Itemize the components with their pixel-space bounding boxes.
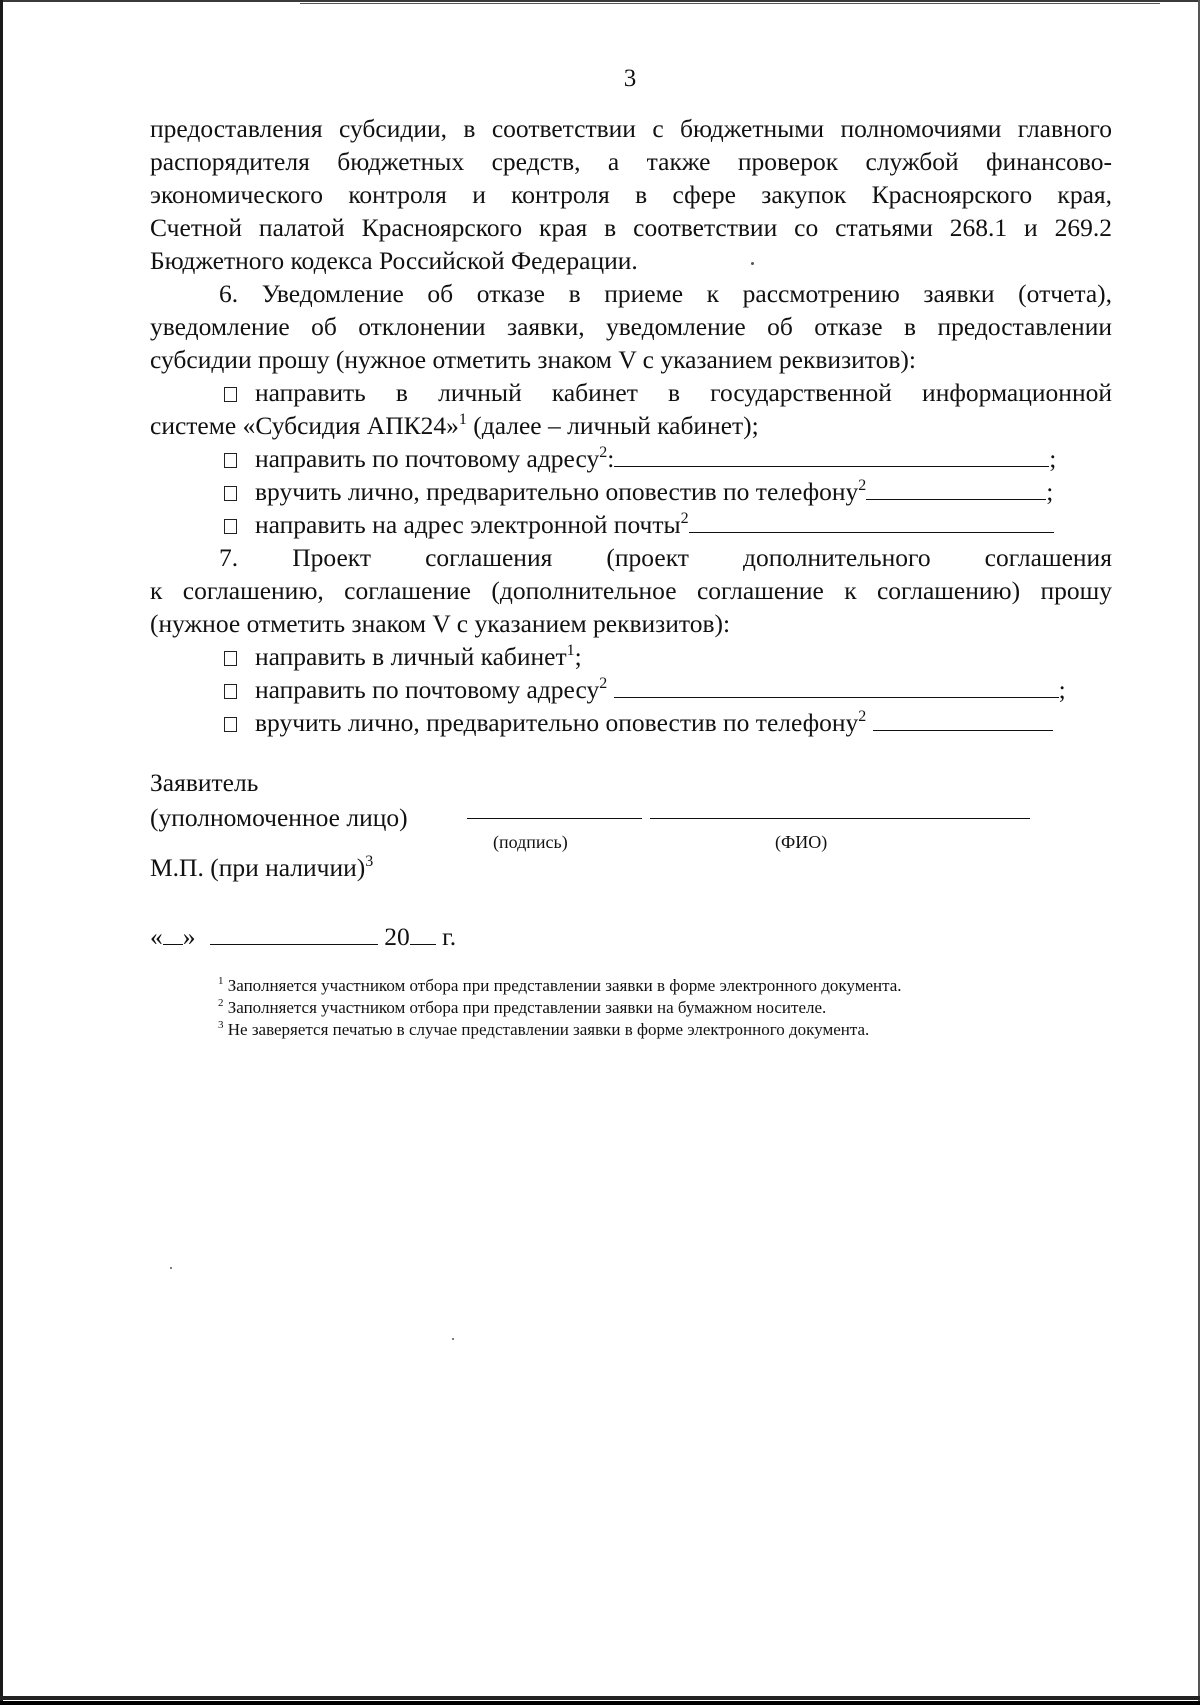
option-label: вручить лично, предварительно оповестив по телефону (255, 477, 859, 506)
checkbox[interactable] (224, 453, 237, 468)
footnote-ref: 2 (858, 477, 867, 494)
footnote-text: Заполняется участником отбора при представлении заявки в форме электронного документа. (227, 976, 902, 995)
option-label: ; (574, 642, 582, 671)
scan-edge-bottom-outer (0, 1701, 1200, 1705)
section7-word: соглашения (425, 543, 553, 572)
option-label: : (607, 444, 615, 473)
footnote-ref: 1 (458, 411, 467, 428)
section7-intro-line: к соглашению, соглашение (дополнительное соглашение к соглашению) прошу (150, 576, 1112, 605)
email-field[interactable] (689, 510, 1054, 533)
checkbox[interactable] (224, 519, 237, 534)
section6-intro-line: 6. Уведомление об отказе в приеме к рассмотрению заявки (отчета), (219, 279, 1112, 308)
footnote-ref: 3 (365, 853, 374, 870)
applicant-label: Заявитель (150, 768, 259, 797)
section7-word: Проект (292, 543, 371, 572)
scan-edge-bottom (0, 1696, 1200, 1700)
document-body (150, 112, 1112, 739)
option-label: (далее – личный кабинет); (466, 411, 759, 440)
section6-intro-line: субсидии прошу (нужное отметить знаком V с указанием реквизитов): (150, 345, 916, 374)
section6-option-personal-account (150, 376, 1112, 409)
section6-intro-line: уведомление об отклонении заявки, уведомление об отказе в предоставлении (150, 312, 1112, 341)
paragraph5-line: экономического контроля и контроля в сфере закупок Красноярского края, (150, 180, 1112, 209)
checkbox[interactable] (224, 486, 237, 501)
footnote-ref: 2 (680, 510, 689, 527)
scan-edge-left (0, 0, 3, 1705)
stamp-label (150, 853, 373, 883)
footnote (218, 975, 902, 997)
section7-option-in-person (150, 706, 1112, 739)
scan-edge-top-inner (300, 3, 1160, 4)
paragraph5-line: распорядителя бюджетных средств, а также проверок службой финансово- (150, 147, 1112, 176)
authorized-person-label: (уполномоченное лицо) (150, 803, 408, 832)
footnote-ref: 2 (599, 675, 608, 692)
signature-caption: (подпись) (493, 832, 568, 852)
footnote (218, 997, 902, 1019)
option-label: направить в личный кабинет в государственной информационной (255, 378, 1112, 407)
section6-option-in-person (150, 475, 1112, 508)
option-label: направить по почтовому адресу (255, 444, 600, 473)
section7-option-personal-account (150, 640, 1112, 673)
paragraph5-line: Бюджетного кодекса Российской Федерации. (150, 246, 638, 275)
semicolon: ; (1049, 444, 1057, 473)
section6-option-email (150, 508, 1112, 541)
option-label: направить в личный кабинет (255, 642, 567, 671)
section7-word: соглашения (984, 543, 1112, 572)
quote-open: « (150, 922, 163, 951)
section7-intro-line (150, 541, 1112, 574)
footnote-num: 2 (218, 997, 224, 1009)
section7-word: (проект (606, 543, 689, 572)
footnote-ref: 2 (599, 444, 608, 461)
date-line (150, 920, 456, 952)
section7-option-postal (150, 673, 1112, 706)
checkbox[interactable] (224, 684, 237, 699)
checkbox[interactable] (224, 387, 237, 402)
scan-edge-top (0, 0, 1200, 2)
footnote-text: Заполняется участником отбора при представлении заявки на бумажном носителе. (227, 998, 827, 1017)
footnote-num: 1 (218, 975, 224, 987)
day-field[interactable] (163, 920, 183, 945)
footnote-text: Не заверяется печатью в случае представлении заявки в форме электронного документа. (227, 1020, 870, 1039)
section6-option-postal (150, 442, 1112, 475)
section7-intro-line: (нужное отметить знаком V с указанием реквизитов): (150, 609, 731, 638)
full-name-caption: (ФИО) (775, 832, 828, 852)
footnote-ref: 2 (858, 708, 867, 725)
footnote (218, 1019, 902, 1041)
footnotes (218, 975, 902, 1041)
postal-address-field[interactable] (614, 444, 1049, 467)
stamp-text: М.П. (при наличии) (150, 853, 366, 882)
month-field[interactable] (210, 920, 378, 945)
option-label: направить на адрес электронной почты (255, 510, 681, 539)
year-field[interactable] (410, 920, 436, 945)
footnote-num: 3 (218, 1019, 224, 1031)
phone-field[interactable] (873, 708, 1053, 731)
scan-speck (170, 1267, 172, 1269)
option-label: вручить лично, предварительно оповестив по телефону (255, 708, 859, 737)
section6-option-personal-account-cont (150, 409, 1112, 442)
postal-address-field[interactable] (614, 675, 1059, 698)
phone-field[interactable] (866, 477, 1046, 500)
full-name-field[interactable] (650, 818, 1030, 819)
page-number: 3 (623, 65, 637, 92)
paragraph5-line: предоставления субсидии, в соответствии с бюджетными полномочиями главного (150, 114, 1112, 143)
quote-close: » (182, 922, 196, 951)
year-suffix: г. (442, 922, 457, 951)
scan-speck (452, 1338, 454, 1340)
section7-word: 7. (219, 543, 239, 572)
option-label: направить по почтовому адресу (255, 675, 600, 704)
option-label: системе «Субсидия АПК24» (150, 411, 459, 440)
signature-field[interactable] (467, 818, 642, 819)
scan-speck (751, 262, 754, 265)
signature-block (150, 765, 408, 835)
checkbox[interactable] (224, 717, 237, 732)
footnote-ref: 1 (566, 642, 575, 659)
section7-word: дополнительного (742, 543, 931, 572)
year-prefix: 20 (384, 922, 410, 951)
semicolon: ; (1046, 477, 1054, 506)
semicolon: ; (1058, 675, 1066, 704)
paragraph5-line: Счетной палатой Красноярского края в соответствии со статьями 268.1 и 269.2 (150, 213, 1112, 242)
checkbox[interactable] (224, 651, 237, 666)
